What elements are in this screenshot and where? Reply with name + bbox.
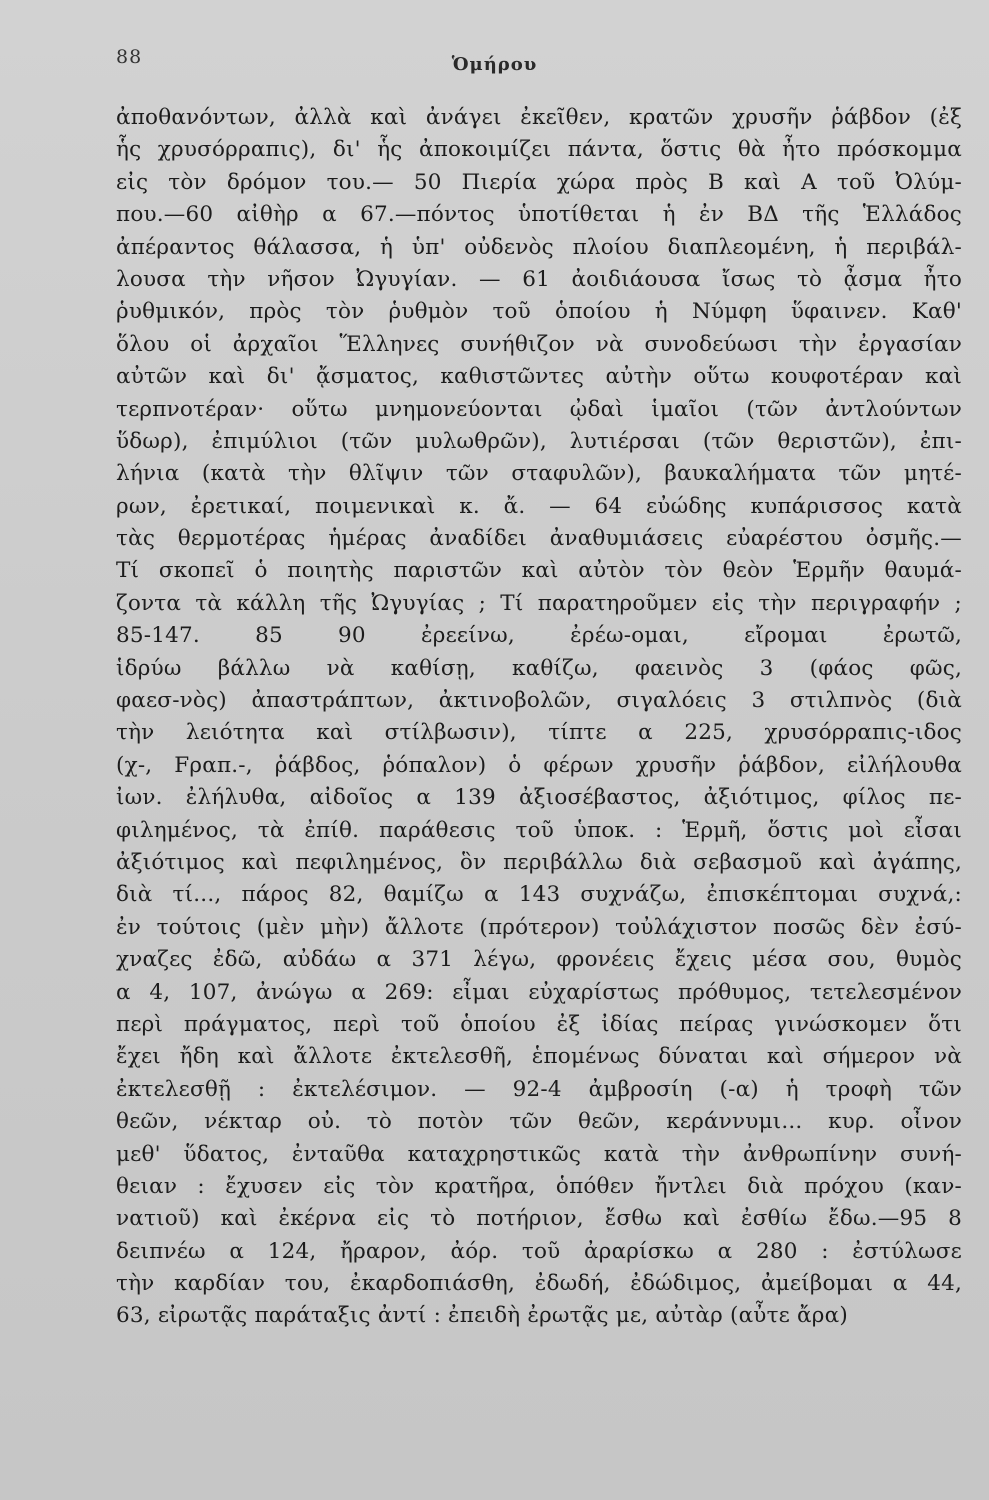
text-line: περὶ πράγματος, περὶ τοῦ ὁποίου ἐξ ἰδίας πείρας γινώσκομεν ὅτι [116,1011,962,1037]
commentary-text [116,102,962,1333]
text-line: νατιοῦ) καὶ ἐκέρνα εἰς τὸ ποτήριον, ἔσθω καὶ ἐσθίω ἔδω.—95 8 [116,1206,962,1232]
text-line: φιλημένος, τὰ ἐπίθ. παράθεσις τοῦ ὑποκ. : Ἑρμῆ, ὅστις μοὶ εἶσαι [116,817,962,843]
text-line: θειαν : ἔχυσεν εἰς τὸν κρατῆρα, ὁπόθεν ἤντλει διὰ πρόχου (καν- [116,1173,962,1199]
text-line: εἰς τὸν δρόμον του.— 50 Πιερία χώρα πρὸς Β καὶ Α τοῦ Ὀλύμ- [116,169,962,195]
text-line: μεθ' ὕδατος, ἐνταῦθα καταχρηστικῶς κατὰ τὴν ἀνθρωπίνην συνή- [116,1141,962,1167]
text-line: ῥυθμικόν, πρὸς τὸν ῥυθμὸν τοῦ ὁποίου ἡ Νύμφη ὕφαινεν. Καθ' [116,299,962,325]
text-line: ὅλου οἱ ἀρχαῖοι Ἕλληνες συνήθιζον νὰ συνοδεύωσι τὴν ἐργασίαν [116,331,962,357]
text-line: ἧς χρυσόρραπις), δι' ἧς ἀποκοιμίζει πάντα, ὅστις θὰ ἦτο πρόσκομμα [116,137,962,163]
text-line: ἀποθανόντων, ἀλλὰ καὶ ἀνάγει ἐκεῖθεν, κρατῶν χρυσῆν ῥάβδον (ἐξ [116,105,962,130]
text-line: (χ-, Fραπ.-, ῥάβδος, ῥόπαλον) ὁ φέρων χρυσῆν ῥάβδον, εἰλήλουθα [116,752,962,778]
text-line: χναζες ἐδῶ, αὐδάω α 371 λέγω, φρονέεις ἔχεις μέσα σου, θυμὸς [116,947,962,973]
text-line: τὴν καρδίαν του, ἐκαρδοπιάσθη, ἐδωδή, ἐδώδιμος, ἀμείβομαι α 44, [116,1271,962,1297]
text-line: ὕδωρ), ἐπιμύλιοι (τῶν μυλωθρῶν), λυτιέρσαι (τῶν θεριστῶν), ἐπι- [116,428,962,454]
text-line: δειπνέω α 124, ἤραρον, ἀόρ. τοῦ ἀραρίσκω α 280 : ἐστύλωσε [116,1238,962,1264]
text-line: διὰ τί..., πάρος 82, θαμίζω α 143 συχνάζω, ἐπισκέπτομαι συχνά,: [116,882,962,908]
text-line: αὐτῶν καὶ δι' ᾄσματος, καθιστῶντες αὐτὴν οὕτω κουφοτέραν καὶ [116,364,962,390]
text-line: ἀξιότιμος καὶ πεφιλημένος, ὃν περιβάλλω διὰ σεβασμοῦ καὶ ἀγάπης, [116,849,962,875]
text-line: ἐν τούτοις (μὲν μὴν) ἄλλοτε (πρότερον) τοὐλάχιστον ποσῶς δὲν ἐσύ- [116,914,962,940]
text-line: ἰων. ἐλήλυθα, αἰδοῖος α 139 ἀξιοσέβαστος, ἀξιότιμος, φίλος πε- [116,785,962,811]
running-head: Ὁμήρου [451,54,538,75]
text-line: ζοντα τὰ κάλλη τῆς Ὠγυγίας ; Τί παρατηροῦμεν εἰς τὴν περιγραφήν ; [116,590,962,616]
page-number: 88 [116,46,143,68]
text-line: 63, εἰρωτᾷς παράταξις ἀντί : ἐπειδὴ ἐρωτᾷς με, αὐτὰρ (αὖτε ἄρα) [116,1303,848,1329]
text-line: τὴν λειότητα καὶ στίλβωσιν), τίπτε α 225, χρυσόρραπις-ιδος [116,720,962,746]
text-line: Τί σκοπεῖ ὁ ποιητὴς παριστῶν καὶ αὐτὸν τὸν θεὸν Ἑρμῆν θαυμά- [116,558,962,584]
text-line: α 4, 107, ἀνώγω α 269: εἶμαι εὐχαρίστως πρόθυμος, τετελεσμένον [116,979,962,1005]
section-heading-line: 85-147. 85 90 ἐρεείνω, ἐρέω-ομαι, εἴρομαι ἐρωτῶ, [116,623,962,649]
text-line: ρων, ἐρετικαί, ποιμενικαὶ κ. ἄ. — 64 εὐώδης κυπάρισσος κατὰ [116,493,962,519]
text-line: λήνια (κατὰ τὴν θλῖψιν τῶν σταφυλῶν), βαυκαλήματα τῶν μητέ- [116,461,962,487]
text-line: ἀπέραντος θάλασσα, ἡ ὑπ' οὐδενὸς πλοίου διαπλεομένη, ἡ περιβάλ- [116,234,962,260]
text-line: λουσα τὴν νῆσον Ὠγυγίαν. — 61 ἀοιδιάουσα ἴσως τὸ ᾆσμα ἦτο [116,266,962,292]
text-line: ἔχει ἤδη καὶ ἄλλοτε ἐκτελεσθῆ, ἑπομένως δύναται καὶ σήμερον νὰ [116,1044,962,1070]
text-line: τὰς θερμοτέρας ἡμέρας ἀναδίδει ἀναθυμιάσεις εὐαρέστου ὀσμῆς.— [116,526,962,552]
text-line: τερπνοτέραν· οὕτω μνημονεύονται ᾠδαὶ ἱμαῖοι (τῶν ἀντλούντων [116,396,962,422]
text-line: φαεσ-νὸς) ἀπαστράπτων, ἀκτινοβολῶν, σιγαλόεις 3 στιλπνὸς (διὰ [116,688,962,714]
text-line: ἱδρύω βάλλω νὰ καθίσῃ, καθίζω, φαεινὸς 3 (φάος φῶς, [116,655,962,681]
text-line: θεῶν, νέκταρ οὐ. τὸ ποτὸν τῶν θεῶν, κεράννυμι... κυρ. οἶνον [116,1109,962,1135]
text-line: ἐκτελεσθῇ : ἐκτελέσιμον. — 92-4 ἀμβροσίη (-α) ἡ τροφὴ τῶν [116,1076,962,1102]
text-line: που.—60 αἰθὴρ α 67.—πόντος ὑποτίθεται ἡ ἐν ΒΔ τῆς Ἑλλάδος [116,202,962,228]
